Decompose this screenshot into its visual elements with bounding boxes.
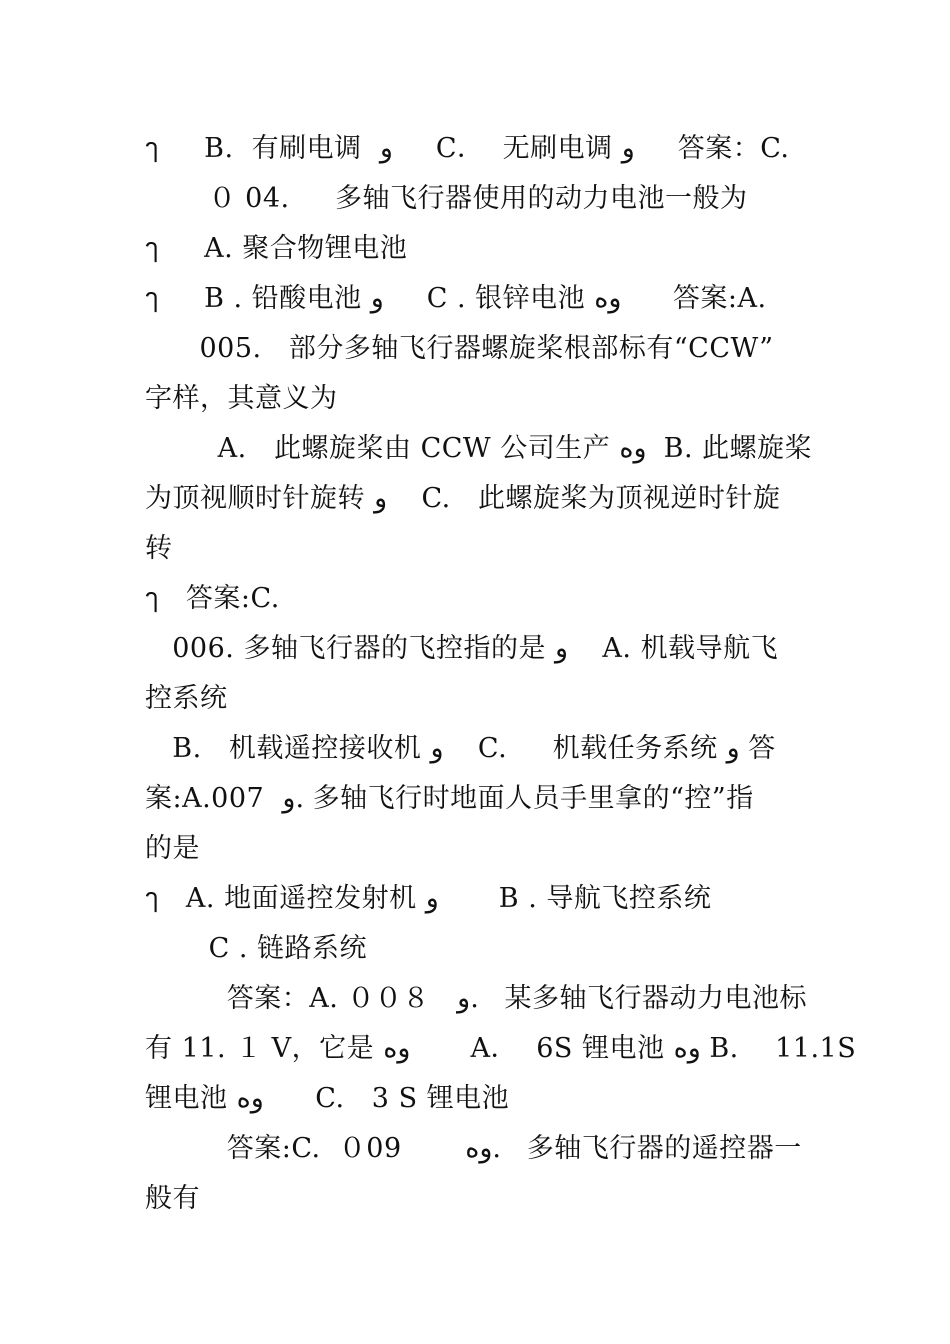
text-line: 006. 多轴飞行器的飞控指的是 و A. 机载导航飞 (145, 633, 779, 664)
text-line: 有 11. １ V，它是 وه A． 6S 锂电池 وه B. 11.1S (145, 1033, 857, 1064)
text-line: 转 (145, 533, 173, 564)
text-line: 字样，其意义为 (145, 383, 338, 414)
text-line: B. 机载遥控接收机 و C. 机载任务系统 و 答 (145, 733, 776, 764)
text-line: 的是 (145, 833, 200, 864)
document-body (145, 124, 857, 1224)
text-line: 答案：A. ００８ و. 某多轴飞行器动力电池标 (145, 983, 808, 1014)
text-line: 案:A.007 و. 多轴飞行时地面人员手里拿的“控”指 (145, 783, 754, 814)
text-line: ０ 04. 多轴飞行器使用的动力电池一般为 (145, 183, 748, 214)
text-line: 锂电池 وه C. 3 S 锂电池 (145, 1083, 510, 1114)
text-line: ๅ 答案:C. (145, 583, 280, 614)
text-line: 般有 (145, 1183, 200, 1214)
text-line: ๅ B . 铅酸电池 و C . 银锌电池 وه 答案:A. (145, 283, 767, 314)
text-line: C . 链路系统 (145, 933, 367, 964)
text-line: 为顶视顺时针旋转 و C. 此螺旋桨为顶视逆时针旋 (145, 483, 781, 514)
text-line: 控系统 (145, 683, 228, 714)
text-line: ๅ A. 聚合物锂电池 (145, 233, 408, 264)
text-line: 005. 部分多轴飞行器螺旋桨根部标有“CCW” (145, 333, 774, 364)
text-line: ๅ A. 地面遥控发射机 و B . 导航飞控系统 (145, 883, 712, 914)
text-line: 答案:C. ０09 وه. 多轴飞行器的遥控器一 (145, 1133, 802, 1164)
text-line: ๅ B. 有刷电调 و C． 无刷电调 و 答案：C. (145, 133, 790, 164)
text-line: A. 此螺旋桨由 CCW 公司生产 وه B. 此螺旋桨 (145, 433, 813, 464)
